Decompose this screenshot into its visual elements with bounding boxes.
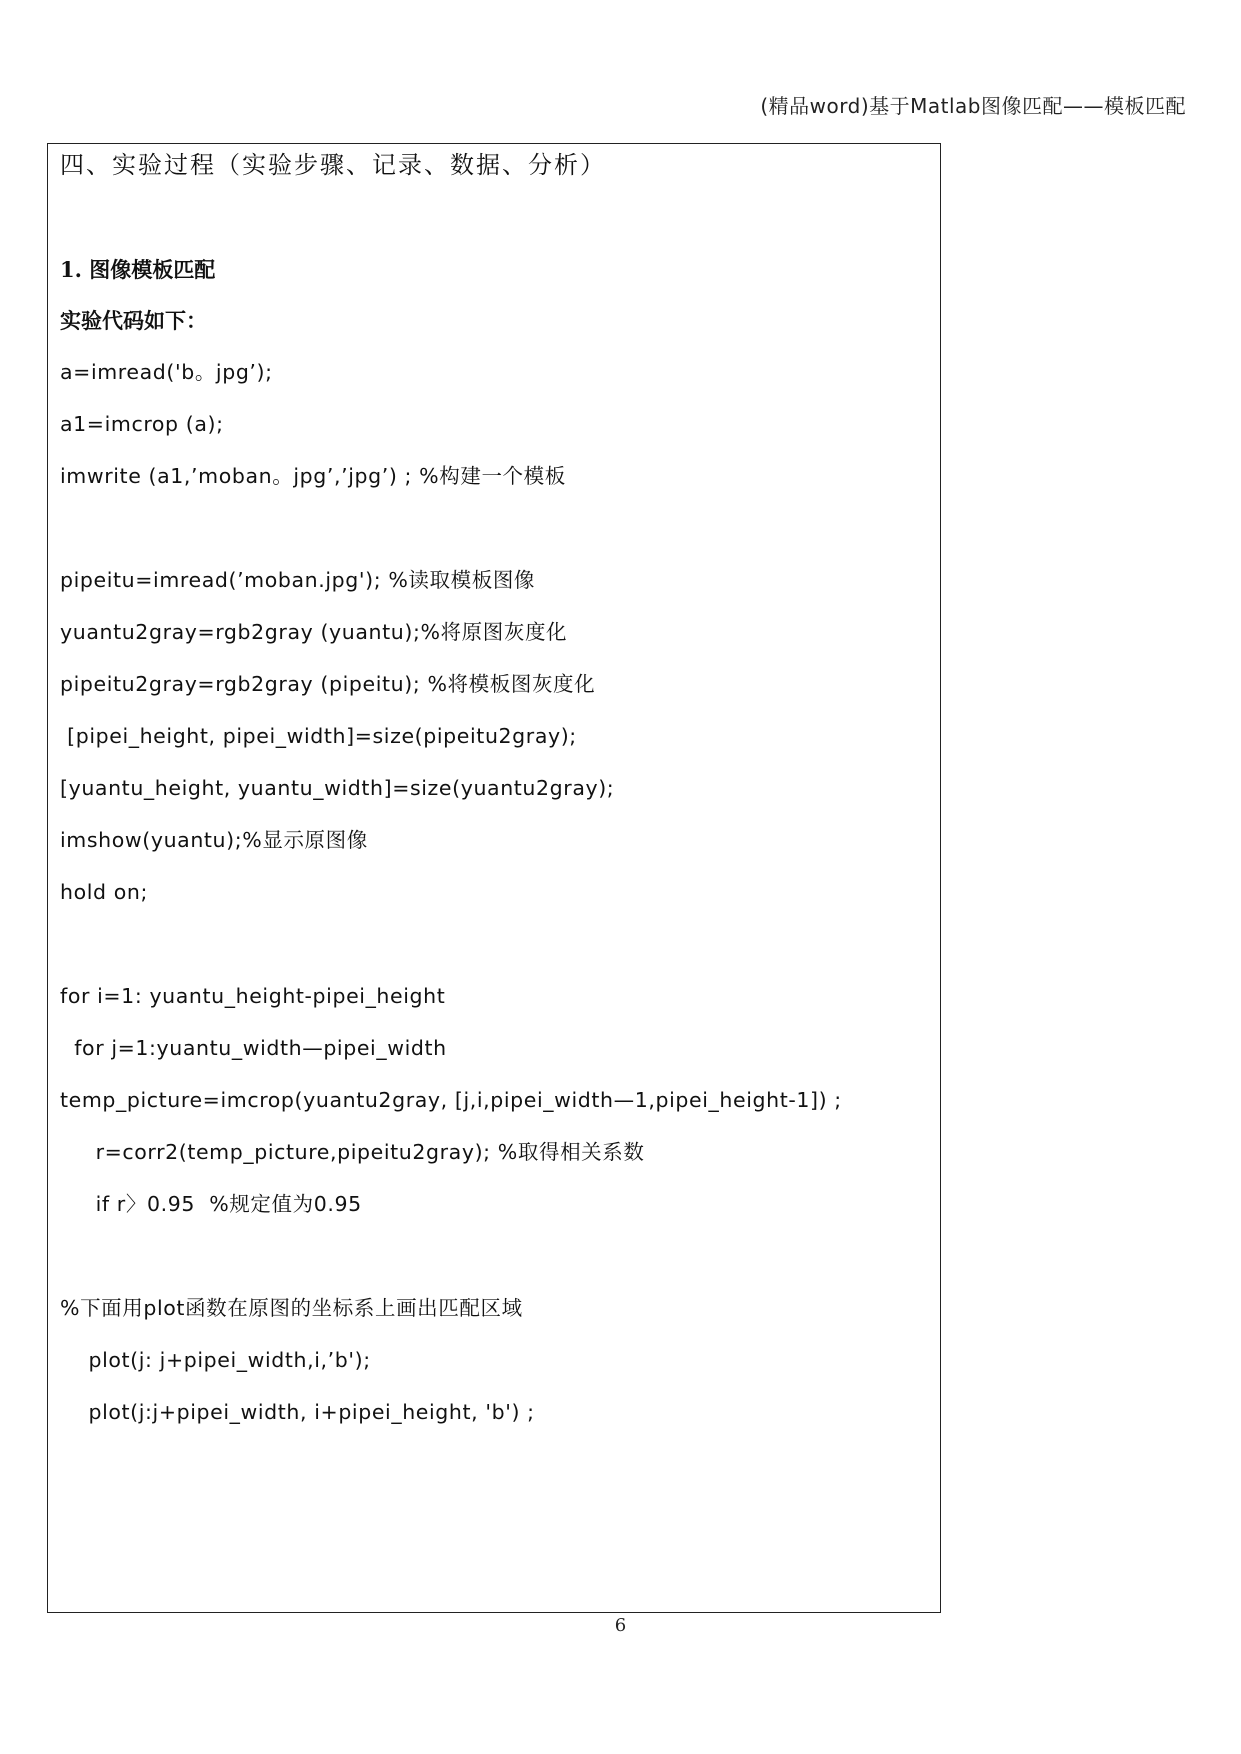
code-line: a1=imcrop (a); xyxy=(60,412,224,436)
running-header: (精品word)基于Matlab图像匹配——模板匹配 xyxy=(760,94,1186,118)
code-line: plot(j:j+pipei_width, i+pipei_height, 'b') ; xyxy=(60,1400,535,1424)
code-line: [yuantu_height, yuantu_width]=size(yuantu2gray); xyxy=(60,776,615,800)
code-line: a=imread('b。jpg’); xyxy=(60,360,273,384)
code-line: if r〉0.95 %规定值为0.95 xyxy=(60,1192,362,1216)
code-line: plot(j: j+pipei_width,i,’b'); xyxy=(60,1348,371,1372)
code-line: imwrite (a1,’moban。jpg’,’jpg’) ; %构建一个模板 xyxy=(60,464,566,488)
code-line: pipeitu2gray=rgb2gray (pipeitu); %将模板图灰度化 xyxy=(60,672,596,696)
page-number: 6 xyxy=(614,1615,627,1636)
code-intro: 实验代码如下： xyxy=(60,308,207,333)
code-line: for j=1:yuantu_width—pipei_width xyxy=(60,1036,447,1060)
code-line: imshow(yuantu);%显示原图像 xyxy=(60,828,368,852)
code-line: for i=1: yuantu_height-pipei_height xyxy=(60,984,446,1008)
content-box xyxy=(47,143,941,1613)
code-line: %下面用plot函数在原图的坐标系上画出匹配区域 xyxy=(60,1296,523,1320)
code-line: hold on; xyxy=(60,880,149,904)
code-line: [pipei_height, pipei_width]=size(pipeitu2gray); xyxy=(60,724,577,748)
section-title: 四、实验过程（实验步骤、记录、数据、分析） xyxy=(60,151,606,179)
code-line: r=corr2(temp_picture,pipeitu2gray); %取得相关系数 xyxy=(60,1140,645,1164)
code-line: temp_picture=imcrop(yuantu2gray, [j,i,pipei_width—1,pipei_height-1]) ; xyxy=(60,1088,842,1112)
subheading: 1. 图像模板匹配 xyxy=(60,257,216,282)
code-line: pipeitu=imread(’moban.jpg'); %读取模板图像 xyxy=(60,568,536,592)
code-line: yuantu2gray=rgb2gray (yuantu);%将原图灰度化 xyxy=(60,620,568,644)
